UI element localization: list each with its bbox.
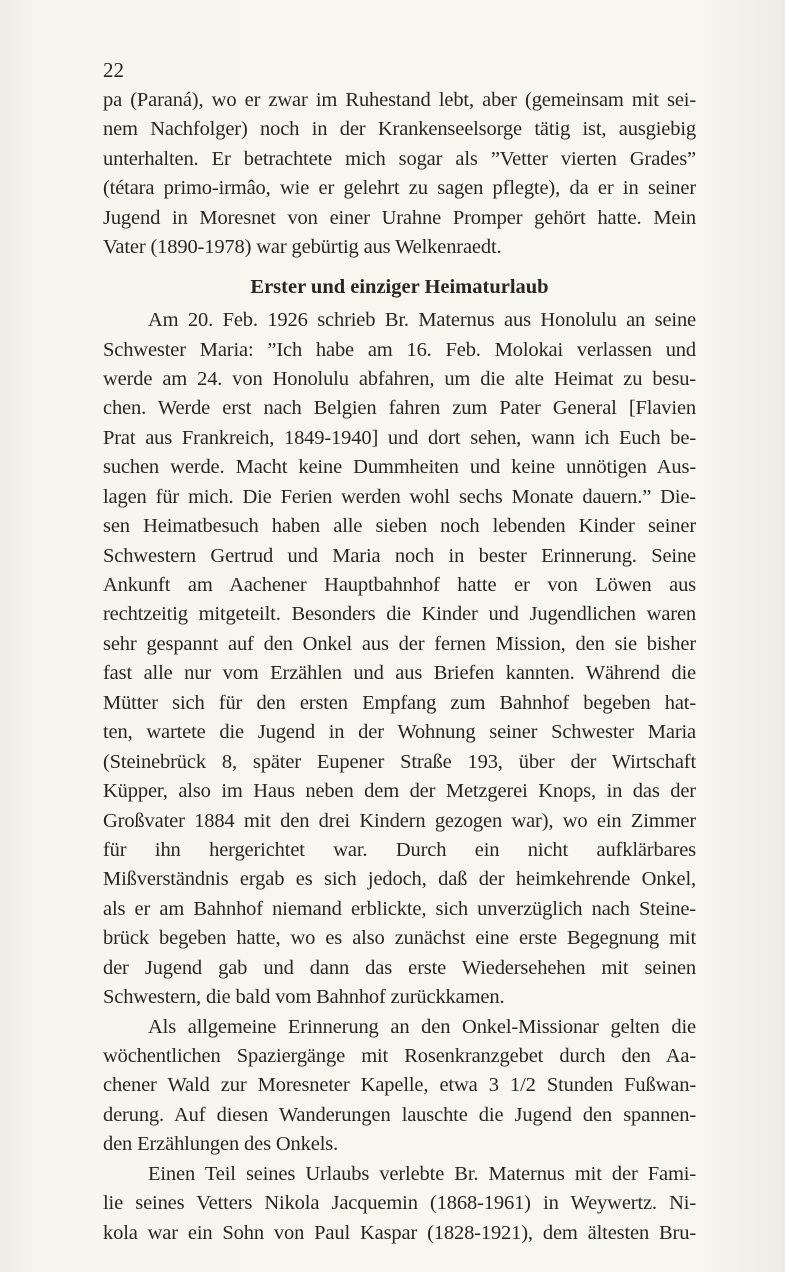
continued-text [103, 86, 696, 263]
text-line: Jugend in Moresnet von einer Urahne Promper gehört hatte. Mein [103, 206, 696, 229]
text-line: ten, wartete die Jugend in der Wohnung seiner Schwester Maria [103, 721, 696, 744]
text-line: Schwestern Gertrud und Maria noch in bester Erinnerung. Seine [103, 544, 696, 567]
text-line: Küpper, also im Haus neben dem der Metzgerei Knops, in das der [103, 780, 696, 803]
page-number: 22 [103, 58, 124, 82]
section-heading: Erster und einziger Heimaturlaub [250, 275, 549, 298]
text-line: Als allgemeine Erinnerung an den Onkel-Missionar gelten die [148, 1015, 696, 1038]
page-body [103, 56, 696, 1248]
text-line: Prat aus Frankreich, 1849-1940] und dort sehen, wann ich Euch be- [103, 426, 696, 449]
paragraph-2 [103, 1013, 696, 1160]
text-line: pa (Paraná), wo er zwar im Ruhestand lebt, aber (gemeinsam mit sei- [103, 89, 696, 111]
text-line: lagen für mich. Die Ferien werden wohl sechs Monate dauern.” Die- [103, 485, 696, 508]
text-line: brück begeben hatte, wo es also zunächst eine erste Begegnung mit [103, 927, 696, 950]
text-line: (tétara primo-irmâo, wie er gelehrt zu sagen pflegte), da er in seiner [103, 177, 696, 200]
text-line: werde am 24. von Honolulu abfahren, um die alte Heimat zu besu- [103, 367, 696, 390]
text-line: als er am Bahnhof niemand erblickte, sich unverzüglich nach Steine- [103, 897, 696, 920]
text-line: Am 20. Feb. 1926 schrieb Br. Maternus aus Honolulu an seine [148, 309, 696, 332]
text-line: fast alle nur vom Erzählen und aus Briefen kannten. Während die [103, 662, 696, 685]
text-line: der Jugend gab und dann das erste Wiedersehehen mit seinen [103, 956, 696, 979]
text-line: unterhalten. Er betrachtete mich sogar als ”Vetter vierten Grades” [103, 147, 696, 170]
text-line: Schwester Maria: ”Ich habe am 16. Feb. Molokai verlassen und [103, 338, 696, 361]
text-line: sehr gespannt auf den Onkel aus der fernen Mission, den sie bisher [103, 632, 696, 655]
text-line: suchen werde. Macht keine Dummheiten und keine unnötigen Aus- [103, 456, 696, 479]
text-line: Ankunft am Aachener Hauptbahnhof hatte er von Löwen aus [103, 574, 696, 596]
text-line: kola war ein Sohn von Paul Kaspar (1828-1921), dem ältesten Bru- [103, 1221, 696, 1244]
text-line: lie seines Vetters Nikola Jacquemin (1868-1961) in Weywertz. Ni- [103, 1192, 696, 1215]
text-line: für ihn hergerichtet war. Durch ein nicht aufklärbares [103, 838, 696, 861]
paragraph-1 [103, 306, 696, 1013]
text-line: (Steinebrück 8, später Eupener Straße 193, über der Wirtschaft [103, 750, 696, 773]
text-line: Mütter sich für den ersten Empfang zum Bahnhof begeben hat- [103, 691, 696, 714]
text-line: chen. Werde erst nach Belgien fahren zum Pater General [Flavien [103, 397, 696, 420]
text-line: wöchentlichen Spaziergänge mit Rosenkranzgebet durch den Aa- [103, 1045, 696, 1067]
text-line: sen Heimatbesuch haben alle sieben noch lebenden Kinder seiner [103, 515, 696, 538]
text-line: Einen Teil seines Urlaubs verlebte Br. Maternus mit der Fami- [148, 1162, 696, 1185]
text-line: derung. Auf diesen Wanderungen lauschte die Jugend den spannen- [103, 1103, 696, 1126]
text-line: Schwestern, die bald vom Bahnhof zurückkamen. [103, 986, 505, 1009]
text-line: chener Wald zur Moresneter Kapelle, etwa 3 1/2 Stunden Fußwan- [103, 1074, 696, 1097]
text-line: Mißverständnis ergab es sich jedoch, daß der heimkehrende Onkel, [103, 868, 696, 891]
text-line: rechtzeitig mitgeteilt. Besonders die Kinder und Jugendlichen waren [103, 603, 696, 626]
text-line: nem Nachfolger) noch in der Krankenseelsorge tätig ist, ausgiebig [103, 118, 696, 141]
text-line: Großvater 1884 mit den drei Kindern gezogen war), wo ein Zimmer [103, 809, 696, 832]
text-line: Vater (1890-1978) war gebürtig aus Welkenraedt. [103, 236, 502, 259]
text-line: den Erzählungen des Onkels. [103, 1133, 339, 1156]
paragraph-3 [103, 1160, 696, 1248]
